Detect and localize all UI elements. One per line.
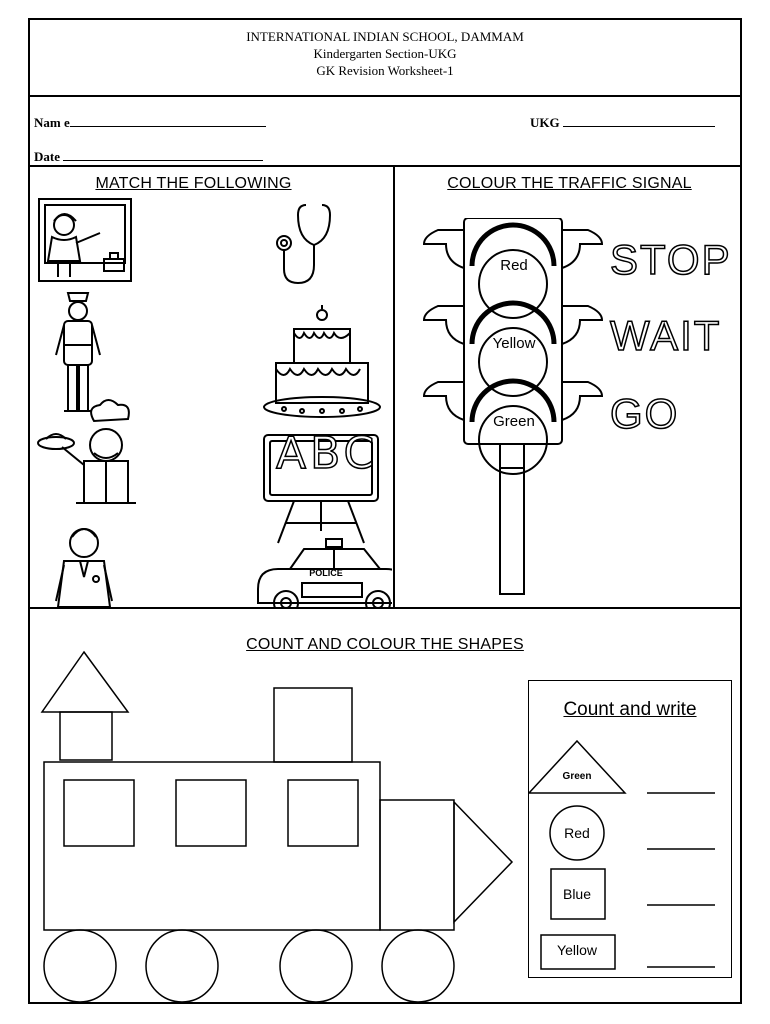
- legend-label-green: Green: [562, 771, 592, 782]
- policeman-icon[interactable]: [56, 293, 100, 411]
- train-window-1[interactable]: [64, 780, 134, 846]
- date-label: Date: [34, 149, 60, 164]
- legend-label-red: Red: [564, 825, 590, 841]
- signal-body: [464, 218, 562, 444]
- board-text: ABC: [276, 428, 379, 479]
- school-name: INTERNATIONAL INDIAN SCHOOL, DAMMAM: [246, 29, 524, 44]
- count-title: Count and write: [563, 699, 697, 720]
- signal-pole: [500, 468, 524, 594]
- word-stop: STOP: [610, 236, 732, 283]
- train-cabin-square[interactable]: [274, 688, 352, 762]
- train-front-rectangle[interactable]: [380, 800, 454, 930]
- shapes-divider: [30, 607, 740, 609]
- name-blank[interactable]: [70, 114, 266, 127]
- stethoscope-icon[interactable]: [277, 205, 330, 283]
- legend-label-yellow: Yellow: [557, 942, 597, 958]
- form-divider: [30, 165, 740, 167]
- date-field[interactable]: [34, 148, 263, 165]
- light-label-green: Green: [493, 413, 535, 430]
- ukg-blank[interactable]: [563, 114, 715, 127]
- date-blank[interactable]: [63, 148, 263, 161]
- traffic-signal-illustration: [422, 218, 608, 596]
- train-wheel-2[interactable]: [146, 930, 218, 1002]
- train-window-2[interactable]: [176, 780, 246, 846]
- train-shapes-illustration: [40, 648, 520, 1004]
- train-chimney-square[interactable]: [60, 712, 112, 760]
- shapes-title: COUNT AND COLOUR THE SHAPES: [246, 636, 524, 653]
- light-label-red: Red: [500, 257, 528, 274]
- train-window-3[interactable]: [288, 780, 358, 846]
- worksheet-title: GK Revision Worksheet-1: [316, 63, 454, 78]
- legend-triangle: [529, 741, 625, 793]
- name-field[interactable]: [34, 114, 266, 131]
- name-label: Nam e: [34, 115, 70, 130]
- worksheet-page: [28, 18, 742, 1004]
- ukg-field[interactable]: [530, 114, 715, 131]
- section-name: Kindergarten Section-UKG: [313, 46, 457, 61]
- traffic-title: COLOUR THE TRAFFIC SIGNAL: [447, 175, 692, 192]
- cake-icon[interactable]: [264, 305, 380, 417]
- word-go: GO: [610, 390, 680, 437]
- word-wait: WAIT: [610, 312, 722, 359]
- police-car-label: POLICE: [309, 568, 343, 578]
- middle-divider: [393, 165, 395, 607]
- train-triangle-top[interactable]: [42, 652, 128, 712]
- ukg-label: UKG: [530, 115, 560, 130]
- train-wheel-1[interactable]: [44, 930, 116, 1002]
- legend-label-blue: Blue: [562, 886, 592, 902]
- match-title: MATCH THE FOLLOWING: [95, 175, 292, 192]
- count-and-write-box: [528, 680, 732, 978]
- match-illustrations: [36, 195, 392, 607]
- chef-icon[interactable]: [38, 400, 136, 503]
- train-wheel-3[interactable]: [280, 930, 352, 1002]
- train-wheel-4[interactable]: [382, 930, 454, 1002]
- doctor-icon[interactable]: [56, 529, 112, 607]
- train-front-triangle[interactable]: [454, 802, 512, 922]
- teacher-icon[interactable]: [39, 199, 131, 281]
- header-divider: [30, 95, 740, 97]
- light-label-yellow: Yellow: [492, 335, 536, 352]
